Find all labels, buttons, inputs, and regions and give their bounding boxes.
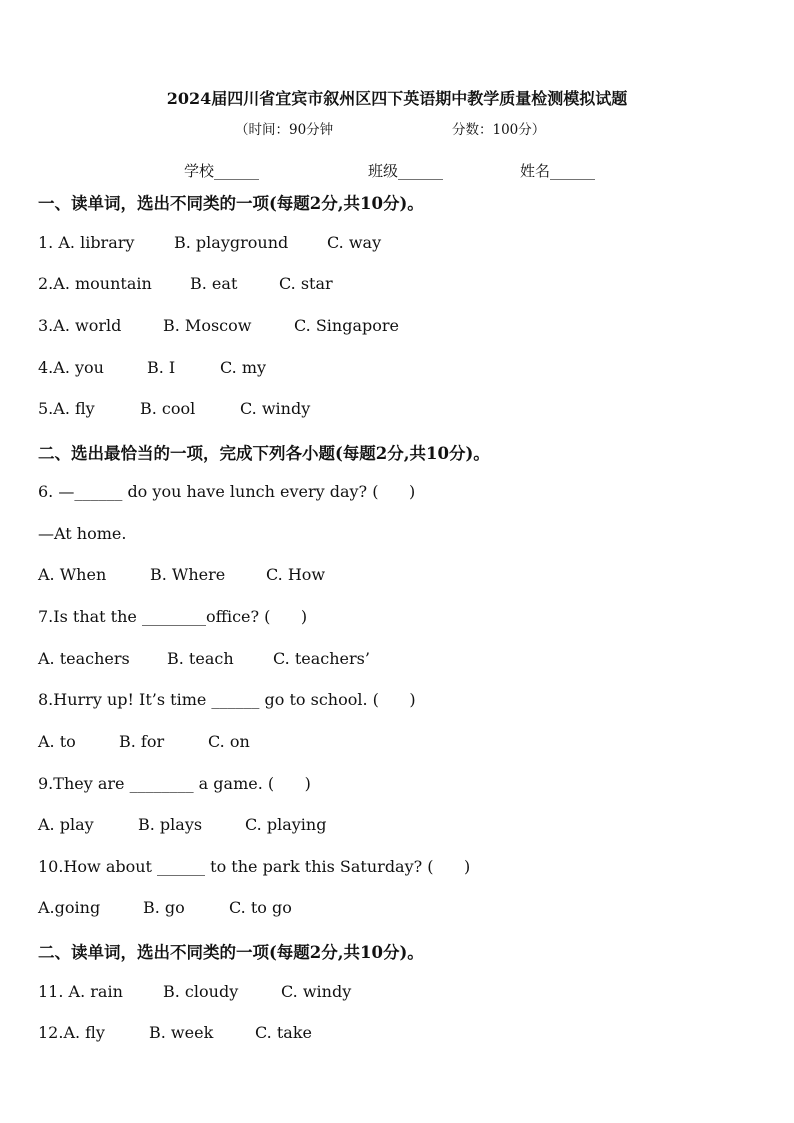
school-field: 学校______ [184, 162, 260, 180]
question-3-option-b: B. Moscow [163, 316, 252, 335]
question-6-option-a: A. When [38, 565, 107, 584]
question-12-option-b: B. week [149, 1023, 214, 1042]
question-6-option-b: B. Where [150, 565, 226, 584]
question-1-option-a: 1. A. library [38, 233, 135, 252]
question-3-option-a: 3.A. world [38, 316, 122, 335]
question-5-option-a: 5.A. fly [38, 399, 95, 418]
question-2-option-a: 2.A. mountain [38, 274, 152, 293]
question-1-option-b: B. playground [174, 233, 289, 252]
question-7-option-a: A. teachers [38, 649, 130, 668]
question-11-option-a: 11. A. rain [38, 982, 123, 1001]
question-10-stem: 10.How about ______ to the park this Saturday? ( ) [38, 857, 471, 876]
question-1-option-c: C. way [327, 233, 382, 252]
question-5-option-c: C. windy [240, 399, 311, 418]
question-5-option-b: B. cool [140, 399, 196, 418]
question-6-option-c: C. How [266, 565, 326, 584]
question-12-option-a: 12.A. fly [38, 1023, 105, 1042]
name-field: 姓名______ [520, 162, 596, 180]
question-2-option-b: B. eat [190, 274, 238, 293]
question-4-option-b: B. I [147, 358, 176, 377]
page-title: 2024届四川省宜宾市叙州区四下英语期中教学质量检测模拟试题 [166, 89, 628, 108]
question-9-option-b: B. plays [138, 815, 203, 834]
question-10-option-b: B. go [143, 898, 185, 917]
question-9-option-c: C. playing [245, 815, 327, 834]
question-6-stem: 6. —______ do you have lunch every day? ( ) [38, 482, 416, 501]
question-7-option-b: B. teach [167, 649, 234, 668]
question-2-option-c: C. star [279, 274, 333, 293]
exam-score: 分数：100分） [452, 122, 546, 138]
question-3-option-c: C. Singapore [294, 316, 399, 335]
question-4-option-a: 4.A. you [38, 358, 104, 377]
question-10-option-c: C. to go [229, 898, 292, 917]
exam-time: （时间：90分钟 [235, 122, 334, 138]
section-heading-1: 一、读单词，选出不同类的一项(每题2分,共10分)。 [38, 194, 424, 213]
question-9-stem: 9.They are ________ a game. ( ) [38, 774, 311, 793]
question-8-stem: 8.Hurry up! It’s time ______ go to school. ( ) [38, 690, 416, 709]
question-6-answer-line: —At home. [38, 524, 127, 543]
question-7-option-c: C. teachers’ [273, 649, 370, 668]
class-field: 班级______ [368, 162, 444, 180]
question-8-option-c: C. on [208, 732, 250, 751]
question-12-option-c: C. take [255, 1023, 312, 1042]
question-11-option-b: B. cloudy [163, 982, 239, 1001]
question-10-option-a: A.going [38, 898, 101, 917]
question-4-option-c: C. my [220, 358, 267, 377]
question-9-option-a: A. play [38, 815, 94, 834]
section-heading-3: 二、读单词，选出不同类的一项(每题2分,共10分)。 [38, 943, 424, 962]
question-11-option-c: C. windy [281, 982, 352, 1001]
question-8-option-b: B. for [119, 732, 165, 751]
section-heading-2: 二、选出最恰当的一项，完成下列各小题(每题2分,共10分)。 [38, 444, 490, 463]
question-7-stem: 7.Is that the ________office? ( ) [38, 607, 308, 626]
question-8-option-a: A. to [38, 732, 76, 751]
